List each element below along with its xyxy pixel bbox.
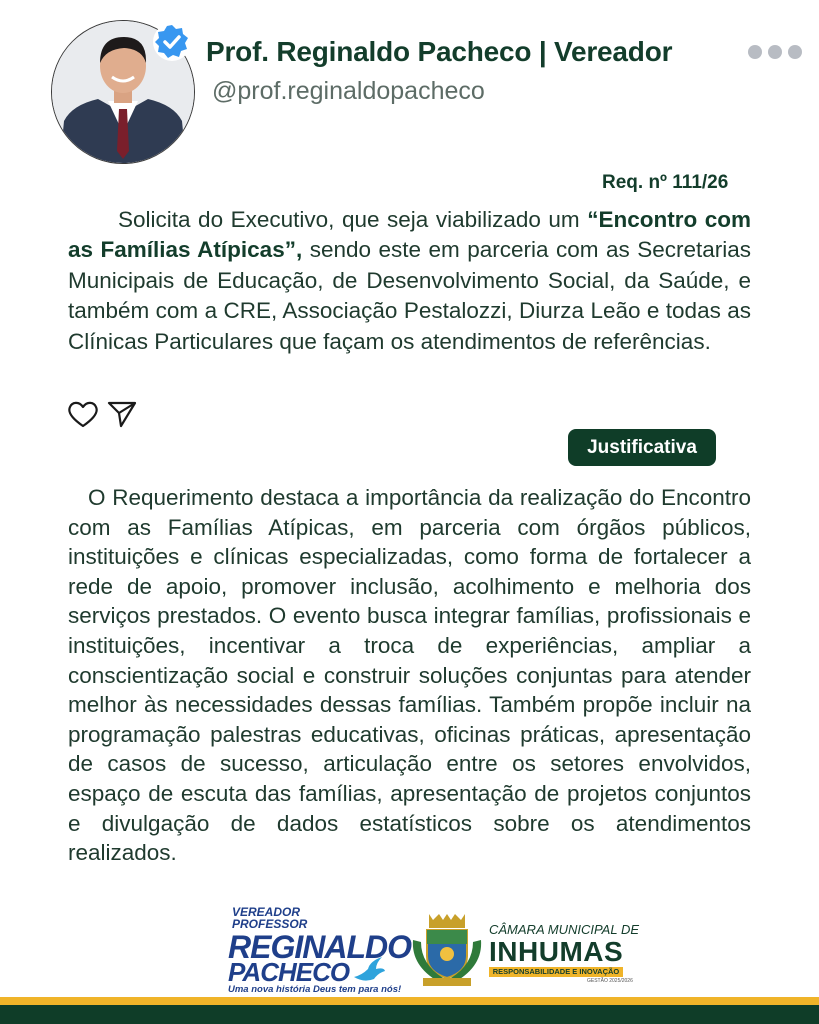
request-text: Solicita do Executivo, que seja viabilizado um “Encontro com as Famílias Atípicas”, sendo este em parceria com as Secretarias Municipais de Educação, de Desenvolvimento Social, da Saúde, e também com a CRE, Associação Pestalozzi, Diurza Leão e todas as Clínicas Particulares que façam os atendimentos de referências. xyxy=(68,207,751,354)
footer-green-bar xyxy=(0,1005,819,1024)
city-crest-icon xyxy=(409,910,485,988)
verified-badge-icon xyxy=(152,22,192,62)
more-options-icon[interactable] xyxy=(748,45,808,61)
heart-icon[interactable] xyxy=(67,400,99,428)
vereador-logo: VEREADOR PROFESSOR REGINALDO PACHECO Uma nova história Deus tem para nós! xyxy=(228,905,411,995)
send-icon[interactable] xyxy=(107,400,137,428)
footer-gold-bar xyxy=(0,997,819,1005)
profile-name[interactable]: Prof. Reginaldo Pacheco | Vereador xyxy=(206,36,673,67)
request-highlight: “Encontro com as Famílias Atípicas”, xyxy=(68,207,751,263)
justification-badge: Justificativa xyxy=(568,429,716,466)
justification-text: O Requerimento destaca a importância da realização do Encontro com as Famílias Atípicas, em parceria com órgãos públicos, instituições e clínicas especializadas, como forma de fortalecer a rede de apoio, promover inclusão, acolhimento e melhoria dos serviços prestados. O evento busca integrar famílias, profissionais e instituições, incentivar a troca de experiências, ampliar a conscientização social e construir soluções conjuntas para atender melhor às necessidades dessas famílias. Também propõe incluir na programação palestras educativas, oficinas práticas, apresentação de casos de sucesso, articulação entre os setores envolvidos, espaço de escuta das famílias, apresentação de projetos conjuntos e divulgação de dados estatísticos sobre os atendimentos realizados. xyxy=(68,485,751,866)
request-number: Req. nº 111/26 xyxy=(602,172,729,193)
dove-icon xyxy=(352,955,386,983)
profile-handle[interactable]: @prof.reginaldopacheco xyxy=(212,77,485,105)
post-actions xyxy=(67,400,147,430)
camara-logo: CÂMARA MUNICIPAL DE INHUMAS RESPONSABILIDADE E INOVAÇÃO GESTÃO 2025/2026 xyxy=(489,922,640,984)
